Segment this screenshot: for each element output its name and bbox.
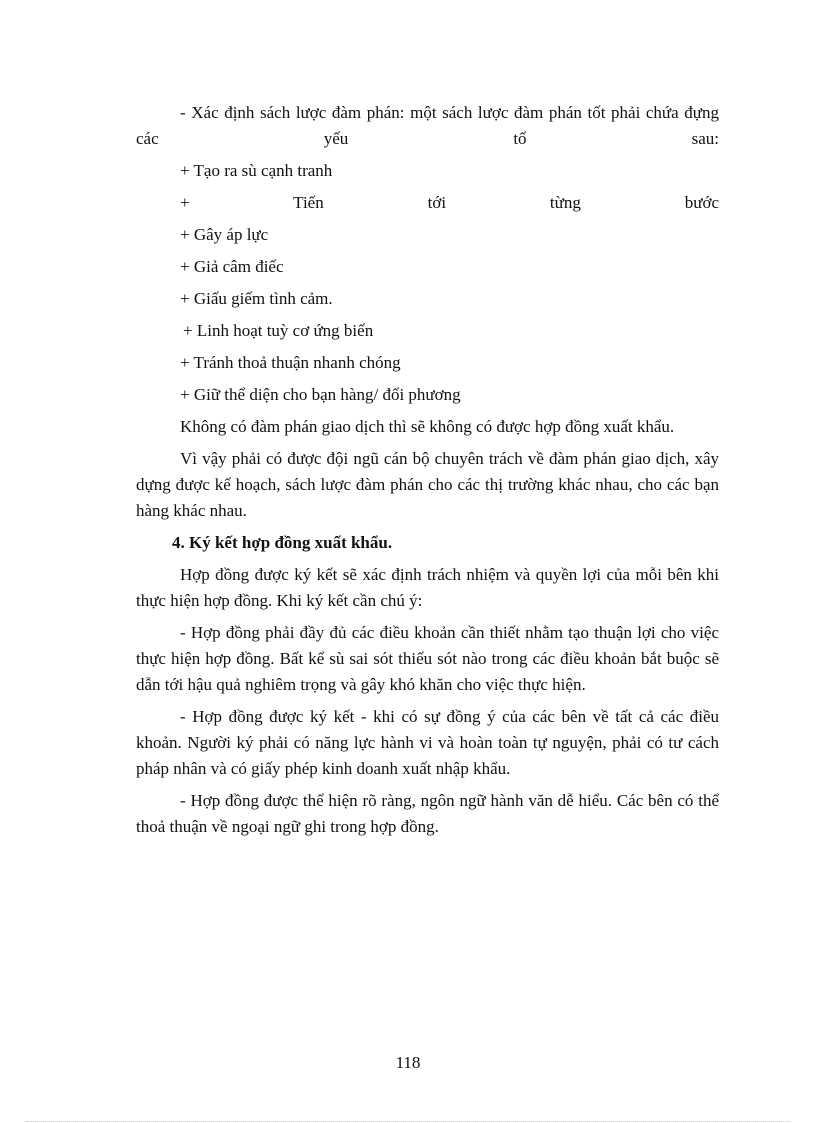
bullet-item: + Gây áp lực: [180, 225, 269, 244]
bullet-item: + Tiến tới từng bước: [180, 193, 719, 212]
bullet-item: + Linh hoạt tuỳ cơ ứng biến: [183, 321, 374, 340]
paragraph-contract-terms: - Hợp đồng phải đầy đủ các điều khoản cần thiết nhằm tạo thuận lợi cho việc thực hiện hợp đồng. Bất kể sù sai sót thiếu sót nào trong các điều khoản bắt buộc sẽ dẫn tới hậu quả nghiêm trọng và gây khó khăn cho việc thực hiện.: [136, 623, 719, 694]
page-body: [136, 100, 719, 846]
paragraph-team-requirement: Vì vậy phải có được đội ngũ cán bộ chuyên trách về đàm phán giao dịch, xây dựng được kế hoạch, sách lược đàm phán cho các thị trường khác nhau, cho các bạn hàng khác nhau.: [136, 449, 719, 520]
bullet-item: + Giả câm điếc: [180, 257, 284, 276]
page-number: 118: [395, 1053, 421, 1072]
paragraph-contract-intro: Hợp đồng được ký kết sẽ xác định trách nhiệm và quyền lợi của mỗi bên khi thực hiện hợp đồng. Khi ký kết cần chú ý:: [136, 565, 719, 610]
paragraph-contract-language: - Hợp đồng được thể hiện rõ ràng, ngôn ngữ hành văn dễ hiểu. Các bên có thể thoả thuận về ngoại ngữ ghi trong hợp đồng.: [136, 791, 719, 836]
paragraph-contract-signing: - Hợp đồng được ký kết - khi có sự đồng ý của các bên về tất cả các điều khoản. Người ký phải có năng lực hành vi và hoàn toàn tự nguyện, phải có tư cách pháp nhân và có giấy phép kinh doanh xuất nhập khẩu.: [136, 707, 719, 778]
bullet-item: + Giữ thể diện cho bạn hàng/ đối phương: [180, 385, 461, 404]
paragraph-negotiation-strategy: - Xác định sách lược đàm phán: một sách lược đàm phán tốt phải chứa đựng các yếu tố sau:: [136, 103, 719, 148]
bullet-item: + Giấu giếm tình cảm.: [180, 289, 333, 308]
bullet-item: + Tránh thoả thuận nhanh chóng: [180, 353, 401, 372]
bullet-item: + Tạo ra sù cạnh tranh: [180, 161, 333, 180]
section-heading: 4. Ký kết hợp đồng xuất khẩu.: [172, 533, 393, 552]
bottom-divider: [26, 1121, 790, 1122]
paragraph-no-negotiation: Không có đàm phán giao dịch thì sẽ không có được hợp đồng xuất khẩu.: [180, 417, 675, 436]
